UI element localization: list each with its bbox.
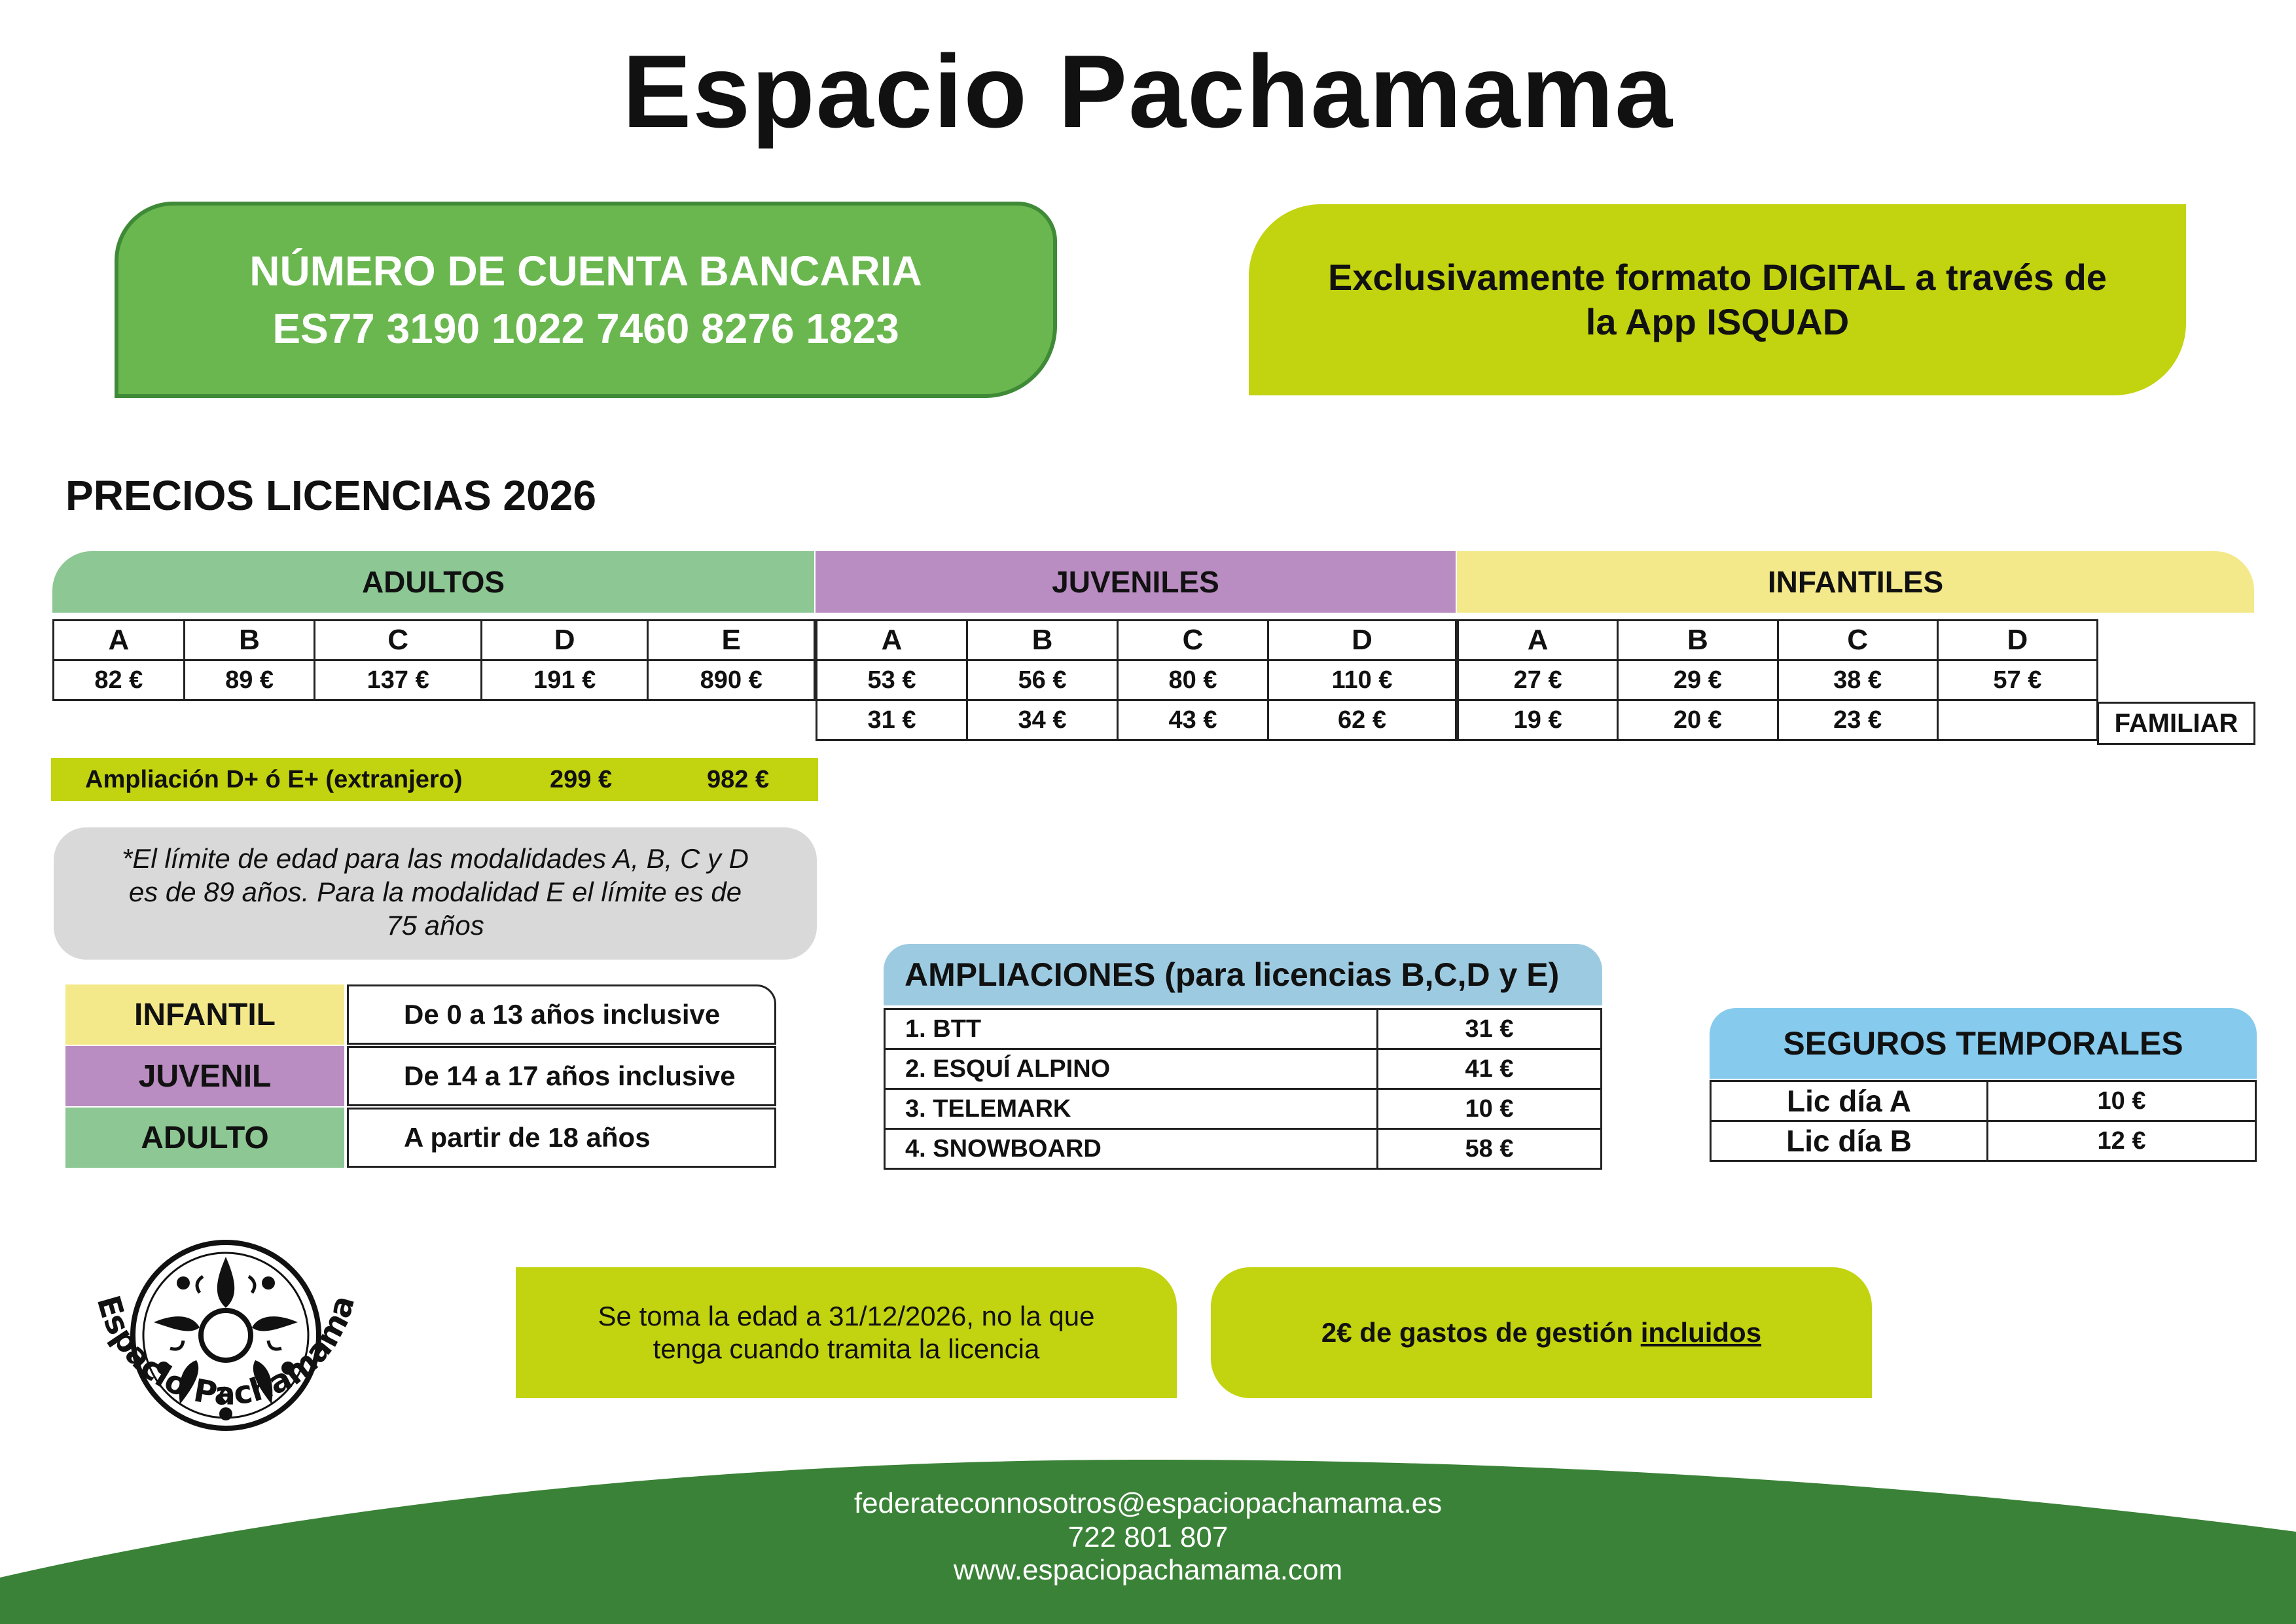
ampliacion-price: 31 €: [1378, 1009, 1602, 1049]
ampliacion-name: 1. BTT: [885, 1009, 1378, 1049]
edad-note-line2: tenga cuando tramita la licencia: [653, 1333, 1040, 1364]
digital-format-box: [1249, 204, 2186, 395]
seguro-name: Lic día A: [1711, 1081, 1988, 1121]
letter-cell: B: [184, 621, 315, 660]
letter-cell: B: [1618, 621, 1778, 660]
letter-cell: B: [967, 621, 1118, 660]
footer-website[interactable]: www.espaciopachamama.com: [953, 1554, 1343, 1586]
familiar-price-cell: 19 €: [1458, 700, 1618, 740]
digital-format-line2: la App ISQUAD: [1585, 301, 1850, 342]
age-desc-juvenil: De 14 a 17 años inclusive: [347, 1046, 776, 1106]
ampliacion-price: 58 €: [1378, 1129, 1602, 1169]
gastos-incluidos: incluidos: [1640, 1317, 1762, 1348]
ampliacion-price: 41 €: [1378, 1049, 1602, 1089]
page-title: Espacio Pachamama: [622, 34, 1674, 149]
ampliacion-price-d: 299 €: [550, 766, 613, 793]
age-desc-adulto: A partir de 18 años: [347, 1108, 776, 1168]
letter-cell: D: [481, 621, 648, 660]
price-cell: 56 €: [967, 660, 1118, 700]
familiar-label: FAMILIAR: [2097, 702, 2255, 745]
ampliacion-name: 2. ESQUÍ ALPINO: [885, 1049, 1378, 1089]
price-cell: 38 €: [1778, 660, 1937, 700]
price-cell: 27 €: [1458, 660, 1618, 700]
price-cell: 29 €: [1618, 660, 1778, 700]
seguro-name: Lic día B: [1711, 1121, 1988, 1161]
price-table-adultos: [52, 619, 816, 701]
price-cell: 137 €: [315, 660, 482, 700]
age-label-juvenil: JUVENIL: [65, 1046, 344, 1106]
letter-cell: C: [1118, 621, 1268, 660]
price-cell: 82 €: [54, 660, 185, 700]
note-line3: 75 años: [386, 910, 484, 941]
note-line2: es de 89 años. Para la modalidad E el límite es de: [128, 876, 742, 907]
seguros-header: SEGUROS TEMPORALES: [1710, 1008, 2257, 1079]
familiar-price-cell: 31 €: [817, 700, 967, 740]
letter-cell: A: [1458, 621, 1618, 660]
header-juveniles: JUVENILES: [816, 551, 1456, 613]
age-label-adulto: ADULTO: [65, 1108, 344, 1168]
familiar-price-cell: 43 €: [1118, 700, 1268, 740]
price-cell: 191 €: [481, 660, 648, 700]
gastos-box: [1211, 1267, 1872, 1398]
letter-cell: E: [648, 621, 815, 660]
letter-cell: D: [1268, 621, 1456, 660]
ampliaciones-header: AMPLIACIONES (para licencias B,C,D y E): [884, 944, 1602, 1005]
price-cell: 53 €: [817, 660, 967, 700]
price-table-juveniles: [816, 619, 1457, 741]
bank-account-number: ES77 3190 1022 7460 8276 1823: [272, 305, 899, 352]
section-title: PRECIOS LICENCIAS 2026: [65, 472, 596, 519]
ampliacion-price: 10 €: [1378, 1089, 1602, 1129]
ampliaciones-table: [884, 1008, 1602, 1170]
letter-cell: A: [54, 621, 185, 660]
familiar-price-cell: 23 €: [1778, 700, 1937, 740]
footer-email[interactable]: federateconnosotros@espaciopachamama.es: [853, 1487, 1443, 1519]
age-label-infantil: INFANTIL: [65, 984, 344, 1045]
ampliacion-extranjero-bar: [51, 758, 818, 801]
edad-note-box: [516, 1267, 1177, 1398]
header-infantiles: INFANTILES: [1457, 551, 2254, 613]
bank-account-label: NÚMERO DE CUENTA BANCARIA: [249, 247, 922, 295]
seguros-table: [1710, 1080, 2257, 1162]
seguro-price: 10 €: [1988, 1081, 2256, 1121]
letter-cell: C: [1778, 621, 1937, 660]
footer-phone: 722 801 807: [1067, 1521, 1229, 1553]
ampliacion-name: 4. SNOWBOARD: [885, 1129, 1378, 1169]
price-cell: 110 €: [1268, 660, 1456, 700]
letter-cell: C: [315, 621, 482, 660]
ampliacion-name: 3. TELEMARK: [885, 1089, 1378, 1129]
letter-cell: D: [1937, 621, 2097, 660]
price-cell: 890 €: [648, 660, 815, 700]
bank-account-box: [115, 202, 1057, 398]
seguro-price: 12 €: [1988, 1121, 2256, 1161]
familiar-price-cell: 34 €: [967, 700, 1118, 740]
letter-cell: A: [817, 621, 967, 660]
familiar-price-cell: 62 €: [1268, 700, 1456, 740]
logo-text: Espacio Pachamama: [89, 1291, 363, 1413]
ampliacion-label: Ampliación D+ ó E+ (extranjero): [85, 766, 463, 793]
price-cell: 80 €: [1118, 660, 1268, 700]
age-limit-note: [54, 827, 817, 960]
ampliacion-price-e: 982 €: [707, 766, 770, 793]
age-desc-infantil: De 0 a 13 años inclusive: [347, 984, 776, 1045]
gastos-text: 2€ de gastos de gestión: [1321, 1317, 1634, 1348]
price-cell: 57 €: [1937, 660, 2097, 700]
edad-note-line1: Se toma la edad a 31/12/2026, no la que: [598, 1301, 1095, 1331]
price-table-infantiles: [1457, 619, 2098, 741]
note-line1: *El límite de edad para las modalidades A, B, C y D: [122, 843, 749, 874]
header-adultos: ADULTOS: [52, 551, 814, 613]
price-cell: 89 €: [184, 660, 315, 700]
familiar-price-cell: 20 €: [1618, 700, 1778, 740]
digital-format-line1: Exclusivamente formato DIGITAL a través de: [1328, 257, 2107, 298]
familiar-price-cell: [1937, 700, 2097, 740]
